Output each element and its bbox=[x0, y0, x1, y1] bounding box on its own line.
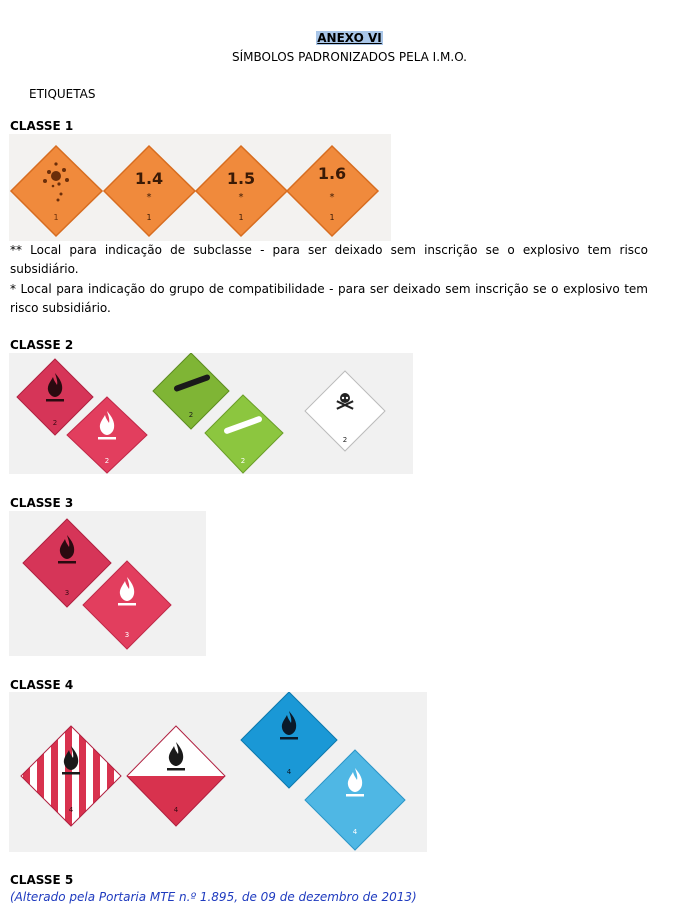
page-subtitle: SÍMBOLOS PADRONIZADOS PELA I.M.O. bbox=[232, 50, 467, 64]
class-number: 1 bbox=[238, 213, 244, 222]
class-number: 4 bbox=[173, 806, 179, 814]
class-2-heading: CLASSE 2 bbox=[10, 338, 74, 352]
class-2-labels-svg bbox=[9, 353, 413, 474]
class-number: 1 bbox=[329, 213, 335, 222]
class-3-labels-svg bbox=[9, 511, 206, 656]
non-flammable-gas-label-light bbox=[205, 395, 283, 473]
dangerous-when-wet-label-light bbox=[305, 750, 405, 850]
class-number: 1 bbox=[146, 213, 152, 222]
compat-star: * bbox=[329, 192, 335, 203]
flammable-solid-label bbox=[19, 722, 123, 830]
compat-star: * bbox=[238, 192, 244, 203]
class-number: 3 bbox=[124, 631, 130, 639]
class-3-labels-panel bbox=[9, 511, 206, 656]
annex-title bbox=[0, 31, 699, 45]
class-4-labels-svg bbox=[9, 692, 427, 852]
compat-star: * bbox=[146, 192, 152, 203]
explosive-label-1-5 bbox=[196, 146, 287, 236]
note-subclass: ** Local para indicação de subclasse - para ser deixado sem inscrição se o explosivo tem risco subsidiário. bbox=[10, 243, 648, 276]
class-1-labels-panel bbox=[9, 134, 391, 241]
toxic-gas-label bbox=[305, 371, 385, 451]
explosive-label-1-6 bbox=[287, 146, 378, 236]
dangerous-when-wet-label-dark bbox=[241, 692, 337, 788]
class-number: 3 bbox=[64, 589, 70, 597]
class-1-heading: CLASSE 1 bbox=[10, 119, 74, 133]
class-4-heading: CLASSE 4 bbox=[10, 678, 74, 692]
amendment-note: (Alterado pela Portaria MTE n.º 1.895, de 09 de dezembro de 2013) bbox=[10, 890, 417, 904]
section-label: ETIQUETAS bbox=[29, 87, 96, 101]
explosive-label-1-1 bbox=[11, 146, 102, 236]
class-number: 2 bbox=[52, 419, 58, 427]
non-flammable-gas-label-dark bbox=[153, 353, 229, 429]
class-5-heading: CLASSE 5 bbox=[10, 873, 74, 887]
note-compatibility: * Local para indicação do grupo de compatibilidade - para ser deixado sem inscrição se o explosivo tem risco subsidiário. bbox=[10, 282, 648, 315]
spontaneously-combustible-label bbox=[125, 722, 229, 830]
class-2-labels-panel bbox=[9, 353, 413, 474]
class-3-heading: CLASSE 3 bbox=[10, 496, 74, 510]
class-number: 2 bbox=[342, 436, 348, 444]
class-4-labels-panel bbox=[9, 692, 427, 852]
class-number: 4 bbox=[352, 828, 358, 836]
class-number: 4 bbox=[68, 806, 74, 814]
subclass-label: 1.4 bbox=[134, 169, 164, 188]
class-number: 2 bbox=[188, 411, 194, 419]
class-1-labels-svg bbox=[9, 134, 391, 241]
subclass-label: 1.6 bbox=[317, 164, 347, 183]
explosive-label-1-4 bbox=[104, 146, 195, 236]
class-number: 1 bbox=[53, 213, 59, 222]
class-number: 2 bbox=[240, 457, 246, 465]
annex-title-text: ANEXO VI bbox=[317, 31, 382, 45]
subclass-label: 1.5 bbox=[226, 169, 256, 188]
class-number: 2 bbox=[104, 457, 110, 465]
class-number: 4 bbox=[286, 768, 292, 776]
